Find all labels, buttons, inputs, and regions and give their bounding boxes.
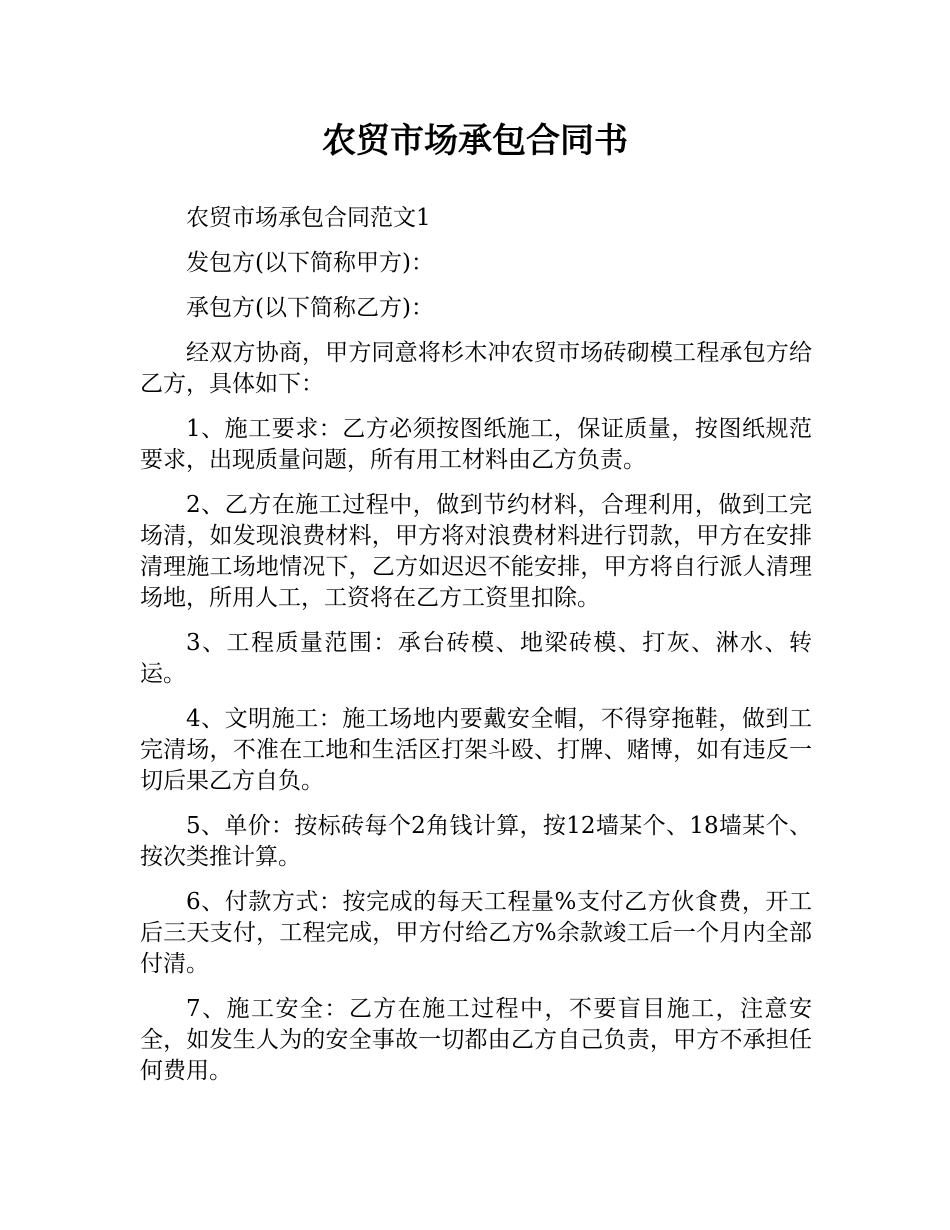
clause-6: 6、付款方式：按完成的每天工程量%支付乙方伙食费，开工后三天支付，工程完成，甲方付给乙方%余款竣工后一个月内全部付清。 <box>140 889 812 977</box>
clause-1: 1、施工要求：乙方必须按图纸施工，保证质量，按图纸规范要求，出现质量问题，所有用工材料由乙方负责。 <box>140 416 812 473</box>
clause-4: 4、文明施工：施工场地内要戴安全帽，不得穿拖鞋，做到工完清场，不准在工地和生活区打架斗殴、打牌、赌博，如有违反一切后果乙方自负。 <box>140 706 812 794</box>
document-body <box>140 203 812 1101</box>
clause-7: 7、施工安全：乙方在施工过程中，不要盲目施工，注意安全，如发生人为的安全事故一切都由乙方自己负责，甲方不承担任何费用。 <box>140 996 812 1084</box>
clause-3: 3、工程质量范围：承台砖模、地梁砖模、打灰、淋水、转运。 <box>140 630 812 687</box>
contract-subtitle: 农贸市场承包合同范文1 <box>186 205 431 231</box>
party-b-line: 承包方(以下简称乙方)： <box>186 295 434 321</box>
party-a-line: 发包方(以下简称甲方)： <box>186 250 434 276</box>
clause-5: 5、单价：按标砖每个2角钱计算，按12墙某个、18墙某个、按次类推计算。 <box>140 813 812 870</box>
intro-paragraph: 经双方协商，甲方同意将杉木冲农贸市场砖砌模工程承包方给乙方，具体如下： <box>140 340 812 397</box>
document-title: 农贸市场承包合同书 <box>322 121 628 161</box>
clause-2: 2、乙方在施工过程中，做到节约材料，合理利用，做到工完场清，如发现浪费材料，甲方将对浪费材料进行罚款，甲方在安排清理施工场地情况下，乙方如迟迟不能安排，甲方将自行派人清理场地，所用人工，工资将在乙方工资里扣除。 <box>140 492 812 611</box>
